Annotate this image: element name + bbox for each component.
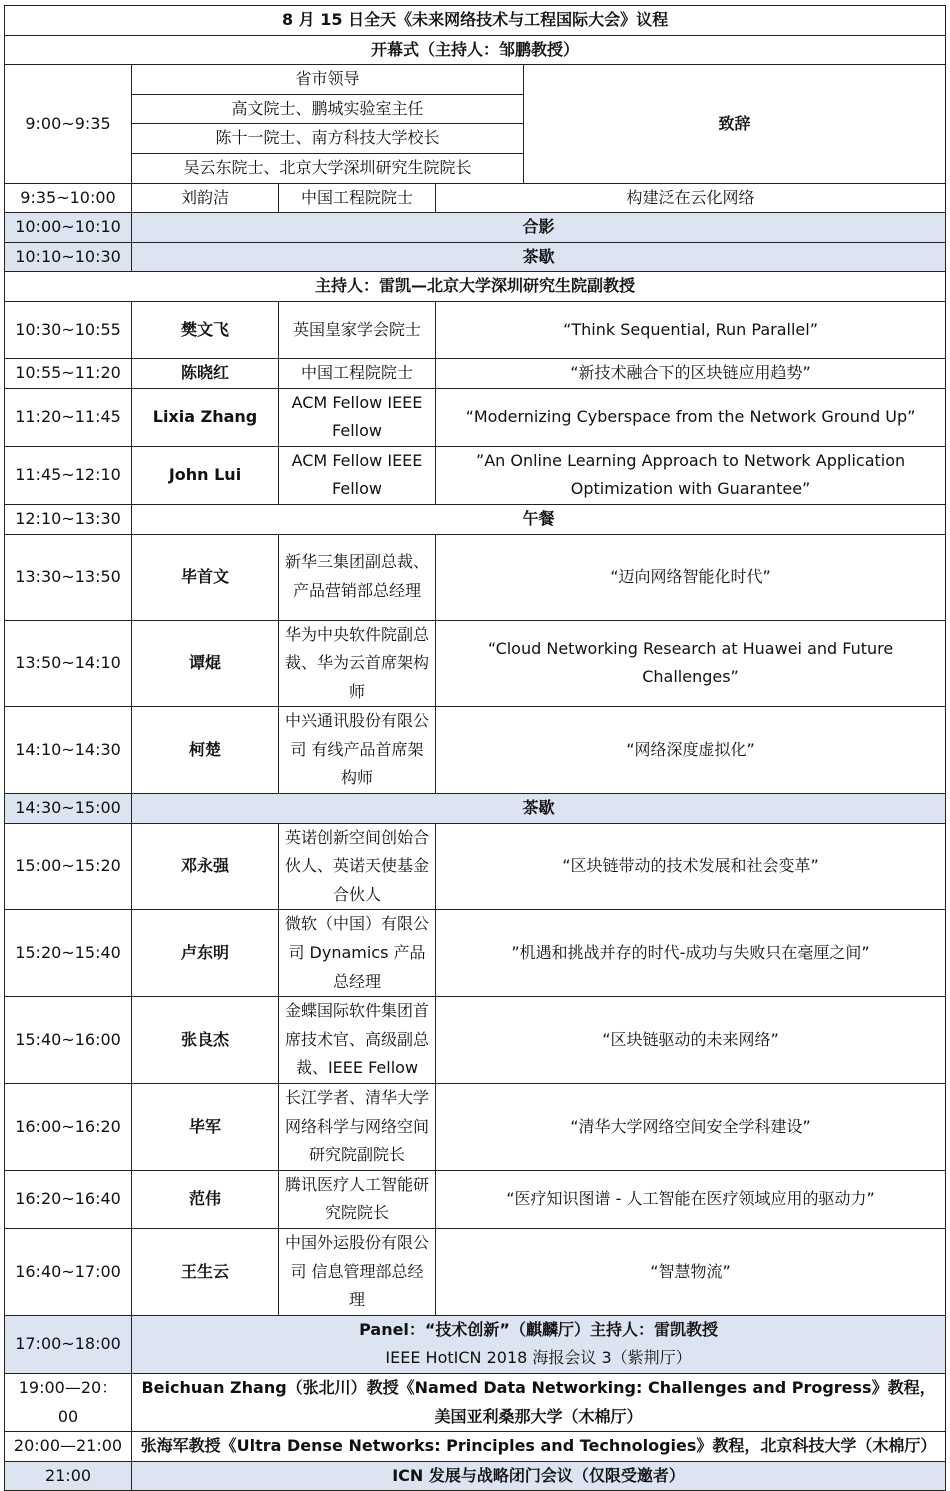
opening-topic: 致辞 [524, 65, 946, 183]
speaker-name: 刘韵洁 [132, 183, 279, 213]
talk-topic: ”An Online Learning Approach to Network Application Optimization with Guarantee” [436, 446, 946, 504]
speaker-title: 微软（中国）有限公司 Dynamics 产品总经理 [279, 910, 436, 997]
speaker-name: 谭焜 [132, 620, 279, 707]
talk-topic: “清华大学网络空间安全学科建设” [436, 1084, 946, 1171]
session-time: 17:00~18:00 [5, 1315, 132, 1373]
talk-topic: “医疗知识图谱 - 人工智能在医疗领域应用的驱动力” [436, 1170, 946, 1228]
session-time: 10:55~11:20 [5, 358, 132, 388]
speaker-name: 陈晓红 [132, 358, 279, 388]
speaker-name: John Lui [132, 446, 279, 504]
speaker-title: 中国工程院院士 [279, 183, 436, 213]
speaker-title: 腾讯医疗人工智能研究院院长 [279, 1170, 436, 1228]
talk-topic: ”机遇和挑战并存的时代-成功与失败只在毫厘之间” [436, 910, 946, 997]
session-time: 16:20~16:40 [5, 1170, 132, 1228]
opening-speaker: 省市领导 [132, 65, 524, 95]
speaker-name: 毕军 [132, 1084, 279, 1171]
speaker-name: 柯楚 [132, 707, 279, 794]
speaker-name: 邓永强 [132, 823, 279, 910]
speaker-title: 长江学者、清华大学网络科学与网络空间研究院副院长 [279, 1084, 436, 1171]
session-time: 14:30~15:00 [5, 794, 132, 824]
talk-topic: “Modernizing Cyberspace from the Network Ground Up” [436, 388, 946, 446]
session-time: 11:20~11:45 [5, 388, 132, 446]
session-time: 20:00—21:00 [5, 1432, 132, 1462]
agenda-title: 8 月 15 日全天《未来网络技术与工程国际大会》议程 [5, 6, 946, 36]
session-time: 10:10~10:30 [5, 242, 132, 272]
break-label: 茶歇 [132, 794, 946, 824]
session-time: 13:50~14:10 [5, 620, 132, 707]
closing-meeting: ICN 发展与战略闭门会议（仅限受邀者） [132, 1461, 946, 1491]
speaker-title: 英诺创新空间创始合伙人、英诺天使基金合伙人 [279, 823, 436, 910]
speaker-name: Lixia Zhang [132, 388, 279, 446]
tutorial-info: Beichuan Zhang（张北川）教授《Named Data Networking: Challenges and Progress》教程，美国亚利桑那大学（木棉厅） [132, 1373, 946, 1431]
opening-speaker: 高文院士、鹏城实验室主任 [132, 94, 524, 124]
talk-topic: “区块链带动的技术发展和社会变革” [436, 823, 946, 910]
photo-label: 合影 [132, 213, 946, 243]
session-time: 15:40~16:00 [5, 997, 132, 1084]
talk-topic: “Think Sequential, Run Parallel” [436, 301, 946, 358]
session-time: 15:00~15:20 [5, 823, 132, 910]
talk-topic: “迈向网络智能化时代” [436, 534, 946, 620]
speaker-title: ACM Fellow IEEE Fellow [279, 388, 436, 446]
speaker-name: 王生云 [132, 1228, 279, 1315]
speaker-title: 中兴通讯股份有限公司 有线产品首席架构师 [279, 707, 436, 794]
talk-topic: 构建泛在云化网络 [436, 183, 946, 213]
session-time: 19:00—20：00 [5, 1373, 132, 1431]
poster-session: IEEE HotICN 2018 海报会议 3（紫荆厅） [385, 1348, 692, 1368]
speaker-title: 金蝶国际软件集团首席技术官、高级副总裁、IEEE Fellow [279, 997, 436, 1084]
speaker-name: 范伟 [132, 1170, 279, 1228]
speaker-title: 英国皇家学会院士 [279, 301, 436, 358]
session-time: 16:40~17:00 [5, 1228, 132, 1315]
talk-topic: “Cloud Networking Research at Huawei and Future Challenges” [436, 620, 946, 707]
agenda-table [4, 5, 946, 1491]
opening-header: 开幕式（主持人：邹鹏教授） [5, 35, 946, 65]
speaker-title: 中国工程院院士 [279, 358, 436, 388]
session-time: 9:35~10:00 [5, 183, 132, 213]
session-time: 16:00~16:20 [5, 1084, 132, 1171]
speaker-title: 新华三集团副总裁、产品营销部总经理 [279, 534, 436, 620]
session-time: 15:20~15:40 [5, 910, 132, 997]
session-time: 12:10~13:30 [5, 504, 132, 534]
host-header: 主持人：雷凯—北京大学深圳研究生院副教授 [5, 272, 946, 302]
session-time: 21:00 [5, 1461, 132, 1491]
talk-topic: “智慧物流” [436, 1228, 946, 1315]
opening-speaker: 陈十一院士、南方科技大学校长 [132, 124, 524, 154]
break-label: 茶歇 [132, 242, 946, 272]
talk-topic: “区块链驱动的未来网络” [436, 997, 946, 1084]
panel-title: Panel：“技术创新”（麒麟厅）主持人：雷凯教授 [359, 1319, 718, 1339]
speaker-name: 毕首文 [132, 534, 279, 620]
lunch-label: 午餐 [132, 504, 946, 534]
opening-time: 9:00~9:35 [5, 65, 132, 183]
session-time: 13:30~13:50 [5, 534, 132, 620]
speaker-title: 中国外运股份有限公司 信息管理部总经理 [279, 1228, 436, 1315]
speaker-title: 华为中央软件院副总裁、华为云首席架构师 [279, 620, 436, 707]
talk-topic: “新技术融合下的区块链应用趋势” [436, 358, 946, 388]
panel-info [132, 1315, 946, 1373]
session-time: 11:45~12:10 [5, 446, 132, 504]
session-time: 14:10~14:30 [5, 707, 132, 794]
speaker-name: 张良杰 [132, 997, 279, 1084]
tutorial-info: 张海军教授《Ultra Dense Networks: Principles and Technologies》教程，北京科技大学（木棉厅） [132, 1432, 946, 1462]
speaker-name: 卢东明 [132, 910, 279, 997]
session-time: 10:00~10:10 [5, 213, 132, 243]
opening-speaker: 吴云东院士、北京大学深圳研究生院院长 [132, 153, 524, 183]
session-time: 10:30~10:55 [5, 301, 132, 358]
speaker-name: 樊文飞 [132, 301, 279, 358]
talk-topic: “网络深度虚拟化” [436, 707, 946, 794]
speaker-title: ACM Fellow IEEE Fellow [279, 446, 436, 504]
